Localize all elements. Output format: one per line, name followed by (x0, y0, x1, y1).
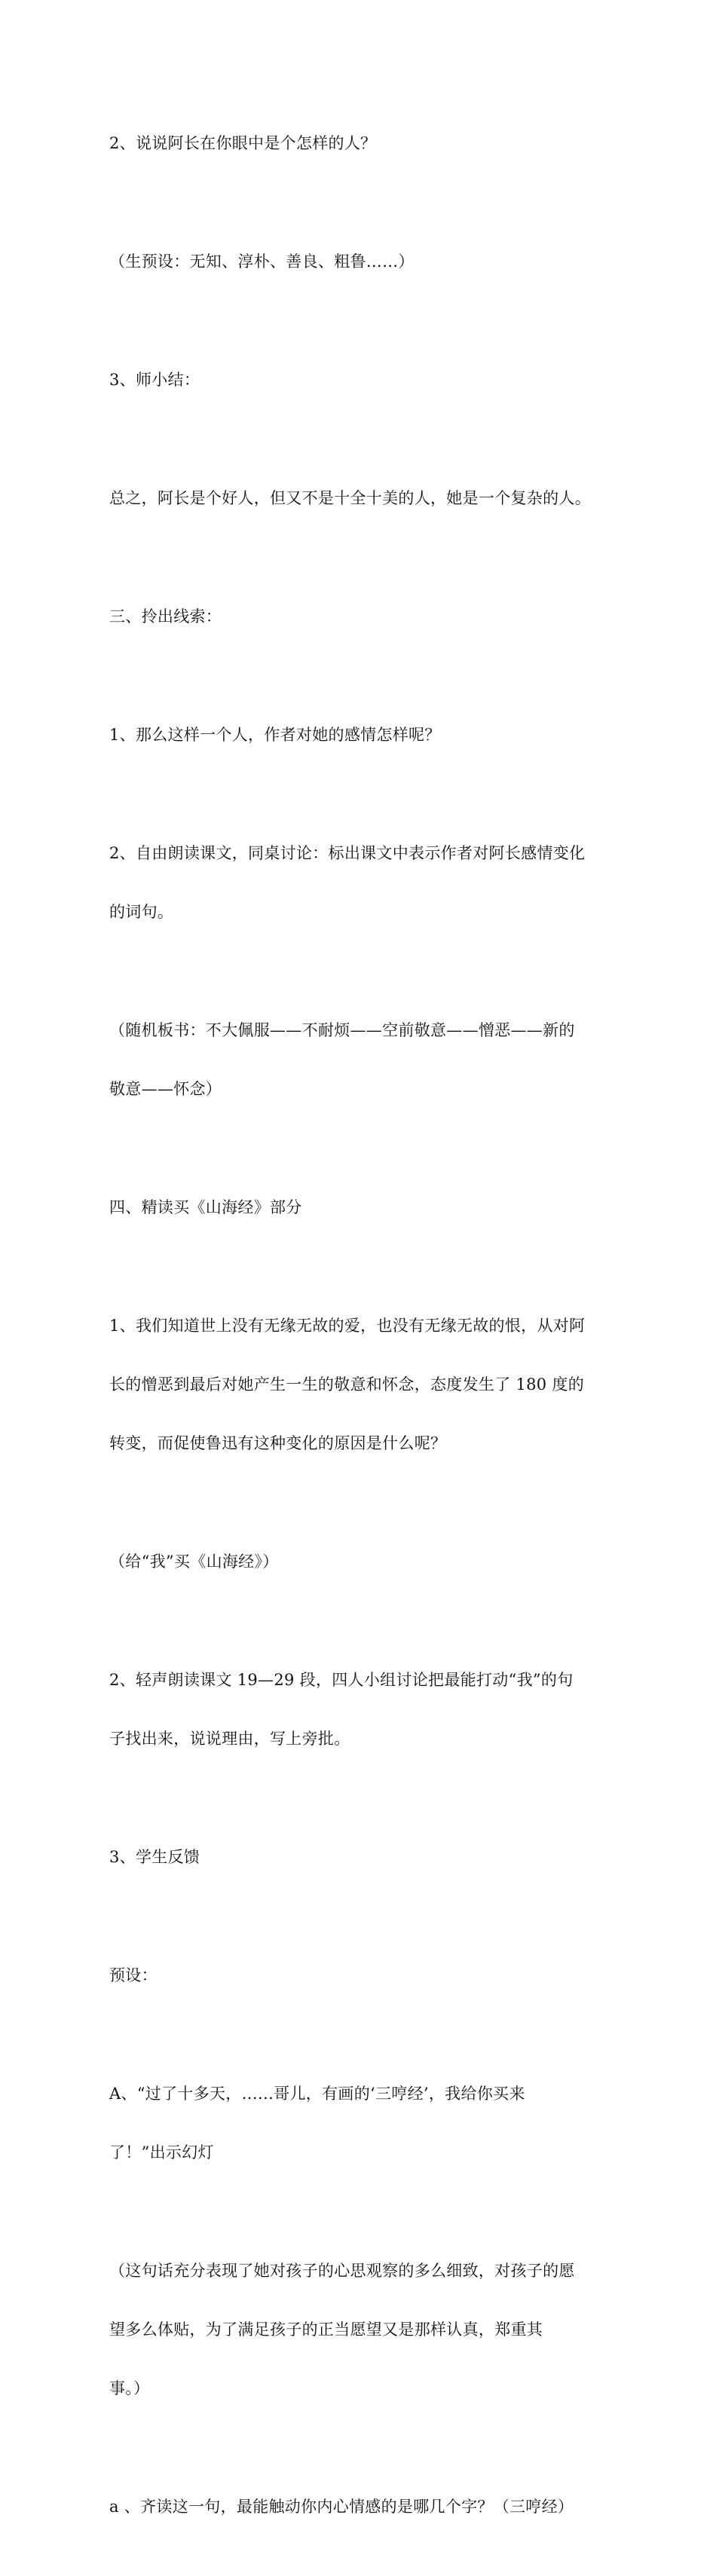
question-2-paragraph (109, 94, 610, 192)
text-line: 预设： (109, 1966, 158, 1984)
student-feedback-heading (109, 1808, 610, 1906)
question-1-paragraph (109, 686, 610, 784)
document-body (109, 94, 610, 2576)
text-line: 2、自由朗读课文，同桌讨论：标出课文中表示作者对阿长感情变化 (109, 844, 586, 862)
text-line: 转变，而促使鲁迅有这种变化的原因是什么呢？ (109, 1434, 447, 1452)
text-line: 四、精读买《山海经》部分 (109, 1198, 302, 1216)
text-line: 子找出来，说说理由，写上旁批。 (109, 1730, 350, 1748)
text-line: 1、我们知道世上没有无缘无故的爱，也没有无缘无故的恨，从对阿 (109, 1317, 586, 1335)
text-line: 3、师小结： (109, 371, 200, 389)
group-discussion-paragraph (109, 1631, 610, 1788)
answer-paragraph (109, 1513, 610, 1611)
text-line: A、“过了十多天，……哥儿，有画的‘三哼经’，我给你买来 (109, 2085, 525, 2103)
free-reading-paragraph (109, 804, 610, 961)
teacher-summary-heading (109, 331, 610, 429)
reason-question-paragraph (109, 1277, 610, 1492)
text-line: （生预设：无知、淳朴、善良、粗鲁……） (109, 252, 415, 271)
text-line: 1、那么这样一个人，作者对她的感情怎样呢？ (109, 726, 441, 744)
text-line: 2、说说阿长在你眼中是个怎样的人？ (109, 134, 377, 152)
text-line: 了！”出示幻灯 (109, 2143, 214, 2161)
text-line: （随机板书：不大佩服——不耐烦——空前敬意——憎恶——新的 (109, 1021, 575, 1039)
student-presupposition-paragraph (109, 213, 610, 311)
text-line: 的词句。 (109, 903, 174, 921)
text-line: 事。） (109, 2379, 150, 2397)
analysis-paragraph (109, 2222, 610, 2437)
text-line: 3、学生反馈 (109, 1848, 200, 1866)
text-line: 三、拎出线索： (109, 607, 222, 626)
text-line: （这句话充分表现了她对孩子的心思观察的多么细致，对孩子的愿 (109, 2262, 575, 2280)
text-line: 望多么体贴，为了满足孩子的正当愿望又是那样认真，郑重其 (109, 2321, 543, 2339)
text-line: 2、轻声朗读课文 19—29 段，四人小组讨论把最能打动“我”的句 (109, 1671, 574, 1689)
text-line: 敬意——怀念） (109, 1080, 222, 1098)
quote-a-paragraph (109, 2045, 610, 2201)
section-3-heading (109, 568, 610, 665)
text-line: 总之，阿长是个好人，但又不是十全十美的人，她是一个复杂的人。 (109, 489, 591, 507)
section-4-heading (109, 1158, 610, 1256)
sub-question-a-paragraph (109, 2458, 610, 2556)
text-line: （给“我”买《山海经》） (109, 1553, 279, 1571)
summary-paragraph (109, 449, 610, 547)
text-line: 长的憎恶到最后对她产生一生的敬意和怀念，态度发生了 180 度的 (109, 1375, 585, 1394)
blackboard-notes-paragraph (109, 981, 610, 1138)
presupposition-label (109, 1926, 610, 2024)
text-line: a 、齐读这一句，最能触动你内心情感的是哪几个字？（三哼经） (109, 2498, 574, 2516)
